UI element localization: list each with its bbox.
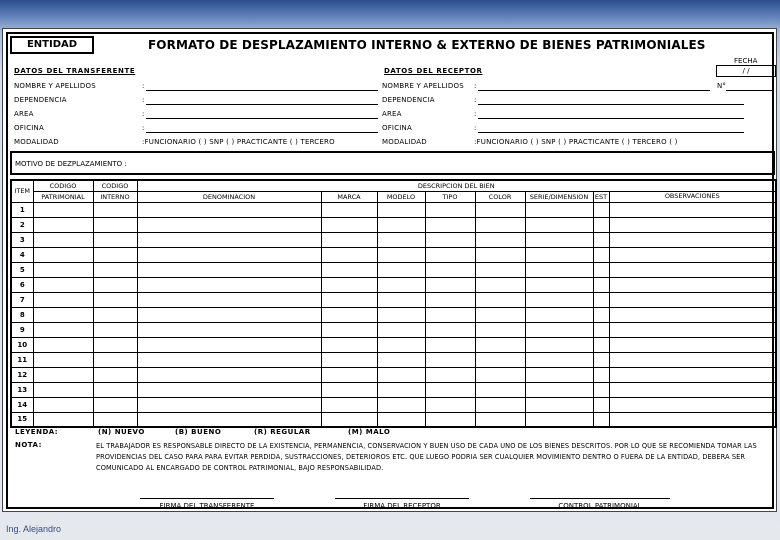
table-cell[interactable] [377, 217, 425, 232]
legend-label: LEYENDA: [15, 428, 59, 436]
table-cell[interactable] [321, 337, 377, 352]
table-cell[interactable] [593, 217, 609, 232]
row-number: 14 [11, 397, 33, 412]
table-cell[interactable] [425, 352, 475, 367]
row-number: 8 [11, 307, 33, 322]
form-title: FORMATO DE DESPLAZAMIENTO INTERNO & EXTERNO DE BIENES PATRIMONIALES [148, 38, 706, 52]
legend-regular: (R) REGULAR [254, 428, 311, 436]
row-number: 1 [11, 202, 33, 217]
table-cell[interactable] [593, 322, 609, 337]
table-cell[interactable] [93, 412, 137, 427]
receptor-oficina-field[interactable] [478, 132, 744, 133]
receptor-label-name: NOMBRE Y APELLIDOS [382, 82, 464, 90]
nota-label: NOTA: [15, 441, 42, 449]
col-codigo-bottom: PATRIMONIAL [33, 191, 93, 202]
table-cell[interactable] [593, 397, 609, 412]
table-cell[interactable] [321, 382, 377, 397]
table-cell[interactable] [593, 352, 609, 367]
table-cell[interactable] [609, 247, 776, 262]
receptor-label-dependencia: DEPENDENCIA [382, 96, 435, 104]
table-cell[interactable] [475, 337, 525, 352]
col-color: COLOR [475, 191, 525, 202]
footer-author: Ing. Alejandro [6, 524, 62, 534]
table-cell[interactable] [593, 277, 609, 292]
table-cell[interactable] [93, 292, 137, 307]
table-row [11, 352, 776, 367]
row-number: 7 [11, 292, 33, 307]
table-cell[interactable] [525, 307, 593, 322]
table-cell[interactable] [377, 292, 425, 307]
table-cell[interactable] [475, 367, 525, 382]
table-cell[interactable] [609, 337, 776, 352]
table-cell[interactable] [593, 262, 609, 277]
table-cell[interactable] [593, 307, 609, 322]
table-cell[interactable] [137, 277, 321, 292]
table-cell[interactable] [525, 217, 593, 232]
table-cell[interactable] [137, 247, 321, 262]
table-cell[interactable] [321, 277, 377, 292]
table-cell[interactable] [525, 367, 593, 382]
signature-transferente: FIRMA DEL TRANSFERENTE [159, 502, 255, 510]
table-cell[interactable] [609, 352, 776, 367]
receptor-no-field[interactable] [726, 90, 774, 91]
table-cell[interactable] [425, 262, 475, 277]
table-cell[interactable] [425, 247, 475, 262]
table-cell[interactable] [33, 277, 93, 292]
table-cell[interactable] [609, 322, 776, 337]
table-cell[interactable] [93, 277, 137, 292]
receptor-no-label: N° [717, 82, 727, 90]
col-item: ITEM [11, 180, 33, 202]
table-cell[interactable] [93, 232, 137, 247]
table-row [11, 367, 776, 382]
col-interno-top: CODIGO [93, 180, 137, 191]
col-serie: SERIE/DIMENSION [525, 191, 593, 202]
table-cell[interactable] [93, 322, 137, 337]
table-cell[interactable] [33, 262, 93, 277]
table-cell[interactable] [321, 262, 377, 277]
transferente-section-title: DATOS DEL TRANSFERENTE [14, 67, 136, 75]
table-cell[interactable] [321, 232, 377, 247]
table-row [11, 247, 776, 262]
table-cell[interactable] [525, 262, 593, 277]
table-cell[interactable] [609, 397, 776, 412]
table-cell[interactable] [321, 322, 377, 337]
date-label: FECHA [734, 57, 758, 65]
col-codigo-top: CODIGO [33, 180, 93, 191]
row-number: 13 [11, 382, 33, 397]
table-cell[interactable] [377, 412, 425, 427]
table-row [11, 217, 776, 232]
table-cell[interactable] [425, 382, 475, 397]
table-cell[interactable] [377, 397, 425, 412]
table-cell[interactable] [33, 232, 93, 247]
table-cell[interactable] [93, 352, 137, 367]
table-cell[interactable] [93, 202, 137, 217]
transferente-modalidad-options[interactable]: :FUNCIONARIO ( ) SNP ( ) PRACTICANTE ( ) TERCERO [142, 138, 335, 146]
table-cell[interactable] [93, 307, 137, 322]
table-cell[interactable] [321, 352, 377, 367]
transferente-area-field[interactable] [146, 118, 378, 119]
table-cell[interactable] [321, 367, 377, 382]
table-cell[interactable] [321, 247, 377, 262]
table-cell[interactable] [425, 337, 475, 352]
table-cell[interactable] [475, 202, 525, 217]
table-cell[interactable] [33, 292, 93, 307]
table-cell[interactable] [377, 322, 425, 337]
table-cell[interactable] [593, 367, 609, 382]
table-cell[interactable] [525, 397, 593, 412]
row-number: 9 [11, 322, 33, 337]
col-observaciones: OBSERVACIONES [609, 191, 776, 202]
row-number: 15 [11, 412, 33, 427]
col-tipo: TIPO [425, 191, 475, 202]
table-cell[interactable] [475, 382, 525, 397]
table-cell[interactable] [593, 292, 609, 307]
signature-control: CONTROL PATRIMONIAL [558, 502, 642, 510]
table-cell[interactable] [321, 202, 377, 217]
table-cell[interactable] [425, 412, 475, 427]
table-cell[interactable] [33, 352, 93, 367]
receptor-sep: : [474, 96, 477, 104]
table-cell[interactable] [525, 322, 593, 337]
row-number: 3 [11, 232, 33, 247]
col-denominacion: DENOMINACION [137, 191, 321, 202]
row-number: 12 [11, 367, 33, 382]
table-cell[interactable] [475, 292, 525, 307]
table-cell[interactable] [525, 232, 593, 247]
form-sheet [2, 28, 777, 512]
items-table [10, 179, 777, 428]
table-cell[interactable] [321, 397, 377, 412]
receptor-modalidad-options[interactable]: :FUNCIONARIO ( ) SNP ( ) PRACTICANTE ( ) TERCERO ( ) [474, 138, 678, 146]
transferente-label-name: NOMBRE Y APELLIDOS [14, 82, 96, 90]
table-cell[interactable] [377, 277, 425, 292]
table-cell[interactable] [609, 277, 776, 292]
table-cell[interactable] [137, 307, 321, 322]
signature-line-receptor[interactable] [335, 498, 469, 499]
table-cell[interactable] [377, 382, 425, 397]
receptor-sep: : [474, 110, 477, 118]
table-cell[interactable] [321, 412, 377, 427]
transferente-name-field[interactable] [146, 90, 378, 91]
table-cell[interactable] [593, 247, 609, 262]
table-cell[interactable] [377, 262, 425, 277]
signature-line-transferente[interactable] [140, 498, 274, 499]
table-cell[interactable] [475, 262, 525, 277]
table-cell[interactable] [475, 412, 525, 427]
table-cell[interactable] [609, 367, 776, 382]
date-field[interactable]: / / [716, 65, 776, 77]
transferente-label-modalidad: MODALIDAD [14, 138, 59, 146]
table-cell[interactable] [137, 397, 321, 412]
table-cell[interactable] [609, 217, 776, 232]
table-row [11, 412, 776, 427]
legend-bueno: (B) BUENO [175, 428, 222, 436]
table-cell[interactable] [377, 202, 425, 217]
table-cell[interactable] [475, 307, 525, 322]
receptor-sep: : [474, 82, 477, 90]
table-cell[interactable] [137, 262, 321, 277]
receptor-label-oficina: OFICINA [382, 124, 412, 132]
table-cell[interactable] [475, 232, 525, 247]
table-cell[interactable] [425, 217, 475, 232]
col-group-descripcion: DESCRIPCION DEL BIEN [137, 180, 776, 191]
table-cell[interactable] [609, 232, 776, 247]
row-number: 4 [11, 247, 33, 262]
table-row [11, 232, 776, 247]
table-cell[interactable] [93, 337, 137, 352]
table-cell[interactable] [377, 367, 425, 382]
table-cell[interactable] [525, 247, 593, 262]
table-cell[interactable] [475, 322, 525, 337]
table-cell[interactable] [525, 202, 593, 217]
table-cell[interactable] [321, 307, 377, 322]
table-cell[interactable] [525, 352, 593, 367]
col-est: EST [594, 192, 608, 201]
table-cell[interactable] [33, 382, 93, 397]
table-cell[interactable] [137, 367, 321, 382]
table-cell[interactable] [137, 412, 321, 427]
table-cell[interactable] [93, 382, 137, 397]
transferente-dependencia-field[interactable] [146, 104, 378, 105]
table-cell[interactable] [33, 217, 93, 232]
table-cell[interactable] [593, 337, 609, 352]
table-row [11, 292, 776, 307]
receptor-dependencia-field[interactable] [478, 104, 744, 105]
table-cell[interactable] [33, 397, 93, 412]
table-cell[interactable] [137, 382, 321, 397]
row-number: 6 [11, 277, 33, 292]
table-cell[interactable] [377, 352, 425, 367]
table-cell[interactable] [33, 247, 93, 262]
table-cell[interactable] [425, 307, 475, 322]
col-modelo: MODELO [377, 191, 425, 202]
table-cell[interactable] [593, 202, 609, 217]
table-cell[interactable] [609, 262, 776, 277]
transferente-sep: : [142, 96, 145, 104]
col-interno-bottom: INTERNO [93, 191, 137, 202]
transferente-sep: : [142, 82, 145, 90]
transferente-oficina-field[interactable] [146, 132, 378, 133]
table-cell[interactable] [425, 292, 475, 307]
table-cell[interactable] [321, 292, 377, 307]
table-cell[interactable] [425, 232, 475, 247]
table-cell[interactable] [93, 397, 137, 412]
table-cell[interactable] [33, 367, 93, 382]
table-cell[interactable] [321, 217, 377, 232]
table-cell[interactable] [425, 322, 475, 337]
table-cell[interactable] [377, 337, 425, 352]
table-row [11, 382, 776, 397]
table-cell[interactable] [475, 352, 525, 367]
receptor-section-title: DATOS DEL RECEPTOR [384, 67, 483, 75]
table-cell[interactable] [609, 412, 776, 427]
table-cell[interactable] [425, 202, 475, 217]
table-cell[interactable] [475, 397, 525, 412]
row-number: 11 [11, 352, 33, 367]
table-cell[interactable] [593, 412, 609, 427]
receptor-area-field[interactable] [478, 118, 744, 119]
table-cell[interactable] [475, 277, 525, 292]
row-number: 2 [11, 217, 33, 232]
motivo-label: MOTIVO DE DEZPLAZAMIENTO : [15, 160, 127, 168]
table-row [11, 322, 776, 337]
table-row [11, 397, 776, 412]
table-cell[interactable] [33, 307, 93, 322]
table-cell[interactable] [609, 292, 776, 307]
table-cell[interactable] [137, 232, 321, 247]
transferente-label-dependencia: DEPENDENCIA [14, 96, 67, 104]
table-cell[interactable] [93, 262, 137, 277]
entity-box: ENTIDAD [10, 36, 94, 54]
table-cell[interactable] [475, 247, 525, 262]
signature-receptor: FIRMA DEL RECEPTOR [363, 502, 441, 510]
receptor-label-area: AREA [382, 110, 402, 118]
table-cell[interactable] [425, 397, 475, 412]
transferente-sep: : [142, 124, 145, 132]
table-row [11, 307, 776, 322]
table-cell[interactable] [525, 412, 593, 427]
table-cell[interactable] [93, 217, 137, 232]
table-cell[interactable] [525, 337, 593, 352]
row-number: 10 [11, 337, 33, 352]
table-cell[interactable] [33, 322, 93, 337]
col-marca: MARCA [321, 191, 377, 202]
table-cell[interactable] [525, 277, 593, 292]
transferente-label-oficina: OFICINA [14, 124, 44, 132]
table-cell[interactable] [93, 247, 137, 262]
table-cell[interactable] [137, 352, 321, 367]
table-cell[interactable] [377, 232, 425, 247]
table-cell[interactable] [377, 307, 425, 322]
table-row [11, 277, 776, 292]
table-cell[interactable] [33, 412, 93, 427]
table-cell[interactable] [33, 202, 93, 217]
table-row [11, 262, 776, 277]
table-cell[interactable] [593, 232, 609, 247]
table-cell[interactable] [609, 202, 776, 217]
table-cell[interactable] [137, 322, 321, 337]
table-cell[interactable] [137, 292, 321, 307]
table-cell[interactable] [475, 217, 525, 232]
motivo-box[interactable] [10, 151, 775, 175]
table-cell[interactable] [609, 307, 776, 322]
transferente-sep: : [142, 110, 145, 118]
signature-line-control[interactable] [530, 498, 670, 499]
transferente-label-area: AREA [14, 110, 34, 118]
table-cell[interactable] [425, 367, 475, 382]
table-cell[interactable] [93, 367, 137, 382]
table-cell[interactable] [593, 382, 609, 397]
table-cell[interactable] [33, 337, 93, 352]
table-row [11, 202, 776, 217]
table-cell[interactable] [377, 247, 425, 262]
legend-nuevo: (N) NUEVO [98, 428, 145, 436]
table-cell[interactable] [137, 337, 321, 352]
receptor-label-modalidad: MODALIDAD [382, 138, 427, 146]
table-cell[interactable] [609, 382, 776, 397]
table-row [11, 337, 776, 352]
table-cell[interactable] [137, 202, 321, 217]
table-cell[interactable] [425, 277, 475, 292]
table-cell[interactable] [525, 382, 593, 397]
nota-text: EL TRABAJADOR ES RESPONSABLE DIRECTO DE LA EXISTENCIA, PERMANENCIA, CONSERVACION Y BUEN USO DE CADA UNO DE LOS BIENES DESCRITOS. POR LO QUE SE RECOMIENDA TOMAR LAS PROVIDENCIAS DEL CASO PARA PARA EVITAR PERDIDA, SUSTRACCIONES, DETERIOROS ETC. QUE LUEGO PODRIA SER CUALQUIER MOVIMIENTO DENTRO O FUERA DE LA ENTIDAD, DEBERA SER COMUNICADO AL ENCARGADO DE CONTROL PATRIMONIAL, BAJO RESPONSABILIDAD. [96, 442, 757, 472]
legend-malo: (M) MALO [348, 428, 391, 436]
receptor-sep: : [474, 124, 477, 132]
table-cell[interactable] [525, 292, 593, 307]
row-number: 5 [11, 262, 33, 277]
table-cell[interactable] [137, 217, 321, 232]
receptor-name-field[interactable] [478, 90, 710, 91]
form-frame [6, 32, 774, 509]
